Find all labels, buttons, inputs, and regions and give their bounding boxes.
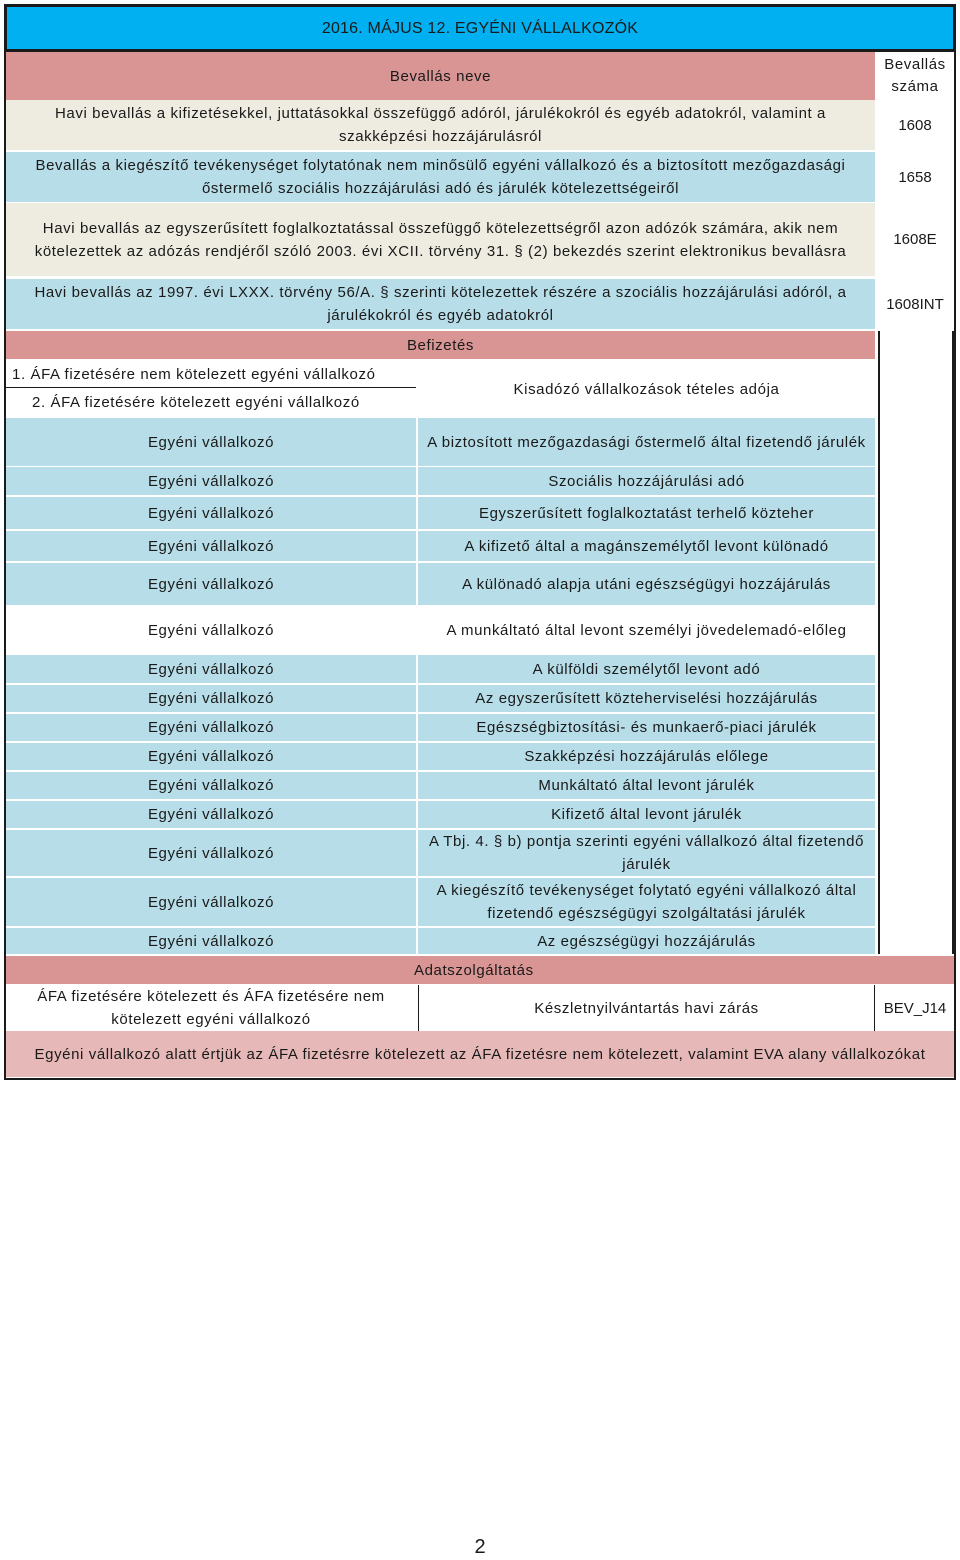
page-title-text: 2016. MÁJUS 12. EGYÉNI VÁLLALKOZÓK bbox=[321, 19, 639, 37]
page-number: 2 bbox=[474, 1536, 486, 1558]
payment-what: A különadó alapja utáni egészségügyi hozzájárulás bbox=[418, 563, 875, 605]
payment-who: Egyéni vállalkozó bbox=[6, 418, 416, 466]
payment-what: Egyszerűsített foglalkoztatást terhelő közteher bbox=[418, 497, 875, 529]
payment-who: Egyéni vállalkozó bbox=[6, 714, 416, 741]
data-supply-header-text: Adatszolgáltatás bbox=[414, 961, 534, 979]
data-supply-code: BEV_J14 bbox=[876, 985, 954, 1031]
payments-header bbox=[6, 331, 875, 359]
payment-who: Egyéni vállalkozó bbox=[6, 531, 416, 561]
payment-what: A külföldi személytől levont adó bbox=[418, 655, 875, 683]
payment-who: Egyéni vállalkozó bbox=[6, 467, 416, 495]
payment-what: Szociális hozzájárulási adó bbox=[418, 467, 875, 495]
return-code: 1658 bbox=[876, 152, 954, 202]
payment-who: Egyéni vállalkozó bbox=[6, 801, 416, 828]
return-code: 1608 bbox=[876, 100, 954, 150]
return-row-1608e bbox=[6, 203, 875, 276]
payment-who: Egyéni vállalkozó bbox=[6, 655, 416, 683]
payment-who: Egyéni vállalkozó bbox=[6, 743, 416, 770]
payment-what: Az egészségügyi hozzájárulás bbox=[418, 928, 875, 954]
payment-what: Munkáltató által levont járulék bbox=[418, 772, 875, 799]
payment-who: Egyéni vállalkozó bbox=[6, 497, 416, 529]
payment-what: A kifizető által a magánszemélytől levont különadó bbox=[418, 531, 875, 561]
payment-who: Egyéni vállalkozó bbox=[6, 607, 416, 653]
payment-who: Egyéni vállalkozó bbox=[6, 830, 416, 876]
page-title bbox=[4, 4, 956, 52]
return-name: Havi bevallás a kifizetésekkel, juttatásokkal összefüggő adóról, járulékokról és egyéb adatokról, valamint a szakképzési hozzájárulásról bbox=[54, 105, 826, 145]
return-name-header-text: Bevallás neve bbox=[389, 67, 492, 85]
kata-what: Kisadózó vállalkozások tételes adója bbox=[418, 362, 875, 416]
return-name-header bbox=[6, 52, 875, 100]
payment-what: Kifizető által levont járulék bbox=[418, 801, 875, 828]
payment-who: Egyéni vállalkozó bbox=[6, 928, 416, 954]
payment-what: Az egyszerűsített közteherviselési hozzájárulás bbox=[418, 685, 875, 712]
kata-who-2: 2. ÁFA fizetésére kötelezett egyéni vállalkozó bbox=[6, 389, 416, 416]
payments-header-text: Befizetés bbox=[406, 336, 475, 354]
return-name: Havi bevallás az 1997. évi LXXX. törvény 56/A. § szerinti kötelezettek részére a szociális hozzájárulási adóról, a járulékokról és egyéb adatokról bbox=[34, 284, 847, 324]
return-row-1608int bbox=[6, 279, 875, 329]
kata-who-1: 1. ÁFA fizetésére nem kötelezett egyéni vállalkozó bbox=[6, 362, 416, 388]
return-number-header bbox=[876, 52, 954, 100]
payment-who: Egyéni vállalkozó bbox=[6, 563, 416, 605]
payment-what: A munkáltató által levont személyi jövedelemadó-előleg bbox=[418, 607, 875, 653]
payment-what: A kiegészítő tevékenységet folytató egyéni vállalkozó által fizetendő egészségügyi szolgáltatási járulék bbox=[418, 878, 875, 926]
return-code: 1608E bbox=[876, 203, 954, 276]
payment-what: A Tbj. 4. § b) pontja szerinti egyéni vállalkozó által fizetendő járulék bbox=[418, 830, 875, 876]
return-code: 1608INT bbox=[876, 279, 954, 329]
data-supply-header bbox=[6, 956, 954, 984]
data-supply-who: ÁFA fizetésére kötelezett és ÁFA fizetésére nem kötelezett egyéni vállalkozó bbox=[6, 985, 416, 1031]
payment-who: Egyéni vállalkozó bbox=[6, 772, 416, 799]
return-row-1608 bbox=[6, 100, 875, 150]
payment-who: Egyéni vállalkozó bbox=[6, 878, 416, 926]
return-number-header-text: Bevallás száma bbox=[884, 56, 946, 95]
payment-what: Egészségbiztosítási- és munkaerő-piaci járulék bbox=[418, 714, 875, 741]
payments-code-column bbox=[878, 331, 954, 954]
payment-who: Egyéni vállalkozó bbox=[6, 685, 416, 712]
return-name: Havi bevallás az egyszerűsített foglalkoztatással összefüggő kötelezettségről azon adózók számára, akik nem kötelezettek az adózás rendjéről szóló 2003. évi XCII. törvény 31. § (2) bekezdés szerint elektronikus bevallásra bbox=[34, 219, 847, 260]
data-supply-what: Készletnyilvántartás havi zárás bbox=[418, 985, 875, 1031]
payment-what: A biztosított mezőgazdasági őstermelő által fizetendő járulék bbox=[418, 418, 875, 466]
return-row-1658 bbox=[6, 152, 875, 202]
payment-what: Szakképzési hozzájárulás előlege bbox=[418, 743, 875, 770]
footnote: Egyéni vállalkozó alatt értjük az ÁFA fizetésrre kötelezett az ÁFA fizetésre nem kötelezett, valamint EVA alany vállalkozókat bbox=[6, 1031, 954, 1077]
return-name: Bevallás a kiegészítő tevékenységet folytatónak nem minősülő egyéni vállalkozó és a biztosított mezőgazdasági őstermelő szociális hozzájárulási adó és járulék kötelezettségeiről bbox=[35, 157, 846, 197]
